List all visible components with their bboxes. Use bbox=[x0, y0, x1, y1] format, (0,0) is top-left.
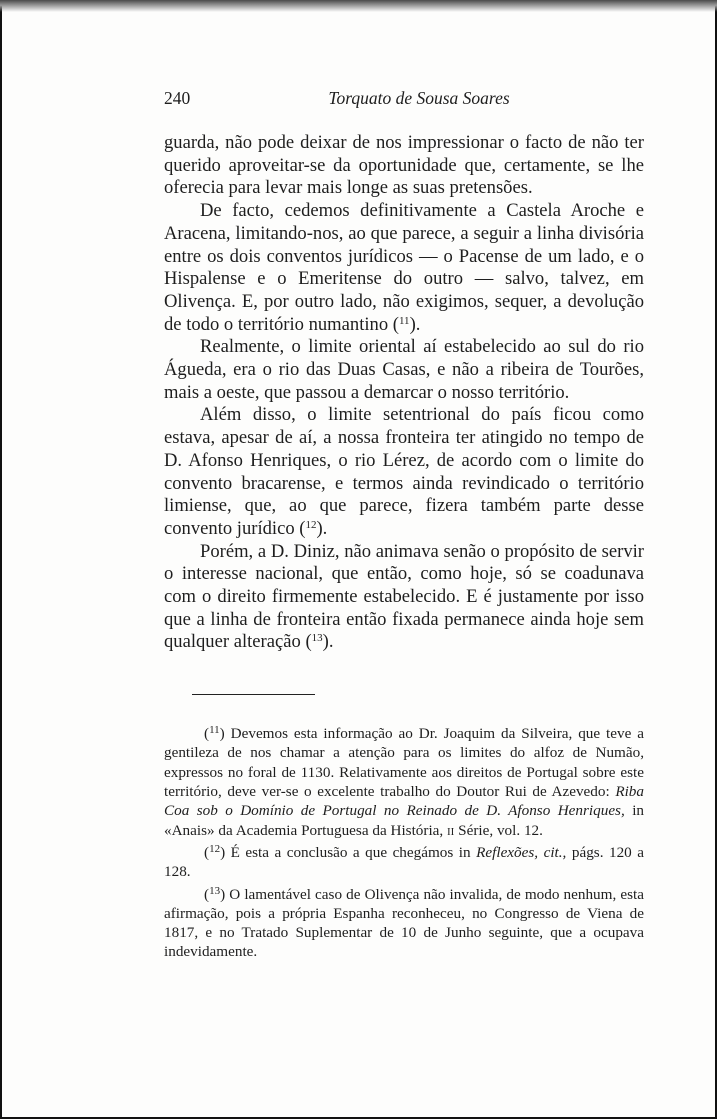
footnote-11-text-b: in «Anais» da Academia Portuguesa da História, bbox=[164, 802, 645, 839]
paragraph-4: Além disso, o limite setentrional do país ficou como estava, apesar de aí, a nossa fronteira ter atingido no tempo de D. Afonso Henriques, o rio Lérez, de acordo com o limite do convento bracarense, e termos ainda revindicado o território limiense, que, ao que parece, fizera também parte desse convento jurídico ($^{12}$). bbox=[164, 404, 644, 539]
footnote-12-text-a: É esta a conclusão a que chegámos in bbox=[230, 843, 471, 861]
body-text bbox=[164, 132, 644, 654]
footnote-13-text: O lamentável caso de Olivença não invalida, de modo nenhum, esta afirmação, pois a própria Espanha reconheceu, no Congresso de Viena de 1817, e no Tratado Suplementar de 10 de Junho seguinte, que a ocupava indevidamente. bbox=[164, 885, 644, 961]
running-head bbox=[164, 88, 644, 118]
paragraph-2-text: De facto, cedemos definitivamente a Castela Aroche e Aracena, limitando-nos, ao que parece, a seguir a linha divisória entre os dois conventos jurídicos — o Pacense de um lado, e o Hispalense e o Emeritense do outro — salvo, talvez, em Olivença. E, por outro lado, não exigimos, sequer, a devolução de todo o território numantino bbox=[164, 200, 644, 335]
paragraph-4-text: Além disso, o limite setentrional do país ficou como estava, apesar de aí, a nossa fronteira ter atingido no tempo de D. Afonso Henriques, o rio Lérez, de acordo com o limite do convento bracarense, e termos ainda revindicado o território limiense, que, ao que parece, fizera também parte desse convento jurídico bbox=[164, 404, 644, 539]
paragraph-3: Realmente, o limite oriental aí estabelecido ao sul do rio Águeda, era o rio das Duas Casas, e não a ribeira de Tourões, mais a oeste, que passou a demarcar o nosso território. bbox=[164, 336, 644, 403]
footnote-11-text-c: Série, vol. 12. bbox=[458, 821, 543, 839]
paragraph-1: guarda, não pode deixar de nos impressionar o facto de não ter querido aproveitar-se da oportunidade que, certamente, se lhe oferecia para levar mais longe as suas pretensões. bbox=[164, 132, 644, 199]
footnote-ref-12[interactable]: 12 bbox=[305, 518, 317, 531]
footnotes bbox=[164, 721, 644, 962]
page-number: 240 bbox=[164, 88, 191, 108]
footnote-ref-13[interactable]: 13 bbox=[311, 632, 323, 645]
book-page bbox=[164, 88, 644, 962]
footnote-11-series: ii bbox=[447, 821, 455, 839]
footnote-12-mark: 12 bbox=[209, 842, 221, 855]
footnote-11-title: Riba Coa sob o Domínio de Portugal no Reinado de D. Afonso Henriques, bbox=[164, 783, 644, 820]
footnote-divider bbox=[192, 694, 315, 695]
footnote-13: ($^{13}$) O lamentável caso de Olivença não invalida, de modo nenhum, esta afirmação, pois a própria Espanha reconheceu, no Congresso de Viena de 1817, e no Tratado Suplementar de 10 de Junho seguinte, que a ocupava indevidamente. bbox=[164, 884, 644, 961]
paragraph-2: De facto, cedemos definitivamente a Castela Aroche e Aracena, limitando-nos, ao que parece, a seguir a linha divisória entre os dois conventos jurídicos — o Pacense de um lado, e o Hispalense e o Emeritense do outro — salvo, talvez, em Olivença. E, por outro lado, não exigimos, sequer, a devolução de todo o território numantino ($^{11}$). bbox=[164, 200, 644, 335]
footnote-12: ($^{12}$) É esta a conclusão a que chegámos in Reflexões, cit., págs. 120 a 128. bbox=[164, 842, 644, 881]
running-title: Torquato de Sousa Soares bbox=[328, 88, 510, 108]
footnote-12-title: Reflexões, cit., bbox=[476, 843, 567, 861]
footnote-11: ($^{11}$) Devemos esta informação ao Dr. Joaquim da Silveira, que teve a gentileza de nos chamar a atenção para os limites do alfoz de Numão, expressos no foral de 1130. Relativamente aos direitos de Portugal sobre este território, deve ver-se o excelente trabalho do Doutor Rui de Azevedo: Riba Coa sob o Domínio de Portugal no Reinado de D. Afonso Henriques, in «Anais» da Academia Portuguesa da História, ii Série, vol. 12. bbox=[164, 724, 645, 839]
footnote-ref-11[interactable]: 11 bbox=[398, 314, 410, 327]
footnote-11-text-a: Devemos esta informação ao Dr. Joaquim da Silveira, que teve a gentileza de nos chamar a atenção para os limites do alfoz de Numão, expressos no foral de 1130. Relativamente aos direitos de Portugal sobre este território, deve ver-se o excelente trabalho do Doutor Rui de Azevedo: bbox=[164, 725, 645, 801]
paragraph-5: Porém, a D. Diniz, não animava senão o propósito de servir o interesse nacional, que então, como hoje, só se coadunava com o direito firmemente estabelecido. E é justamente por isso que a linha de fronteira então fixada permanece ainda hoje sem qualquer alteração ($^{13}$). bbox=[164, 540, 644, 653]
paragraph-5-text: Porém, a D. Diniz, não animava senão o propósito de servir o interesse nacional, que então, como hoje, só se coadunava com o direito firmemente estabelecido. E é justamente por isso que a linha de fronteira então fixada permanece ainda hoje sem qualquer alteração bbox=[164, 540, 644, 653]
scan-top-shadow bbox=[0, 0, 717, 12]
footnote-12-text-b: págs. 120 a 128. bbox=[164, 843, 644, 881]
footnote-11-mark: 11 bbox=[209, 724, 220, 737]
footnote-13-mark: 13 bbox=[209, 884, 221, 897]
